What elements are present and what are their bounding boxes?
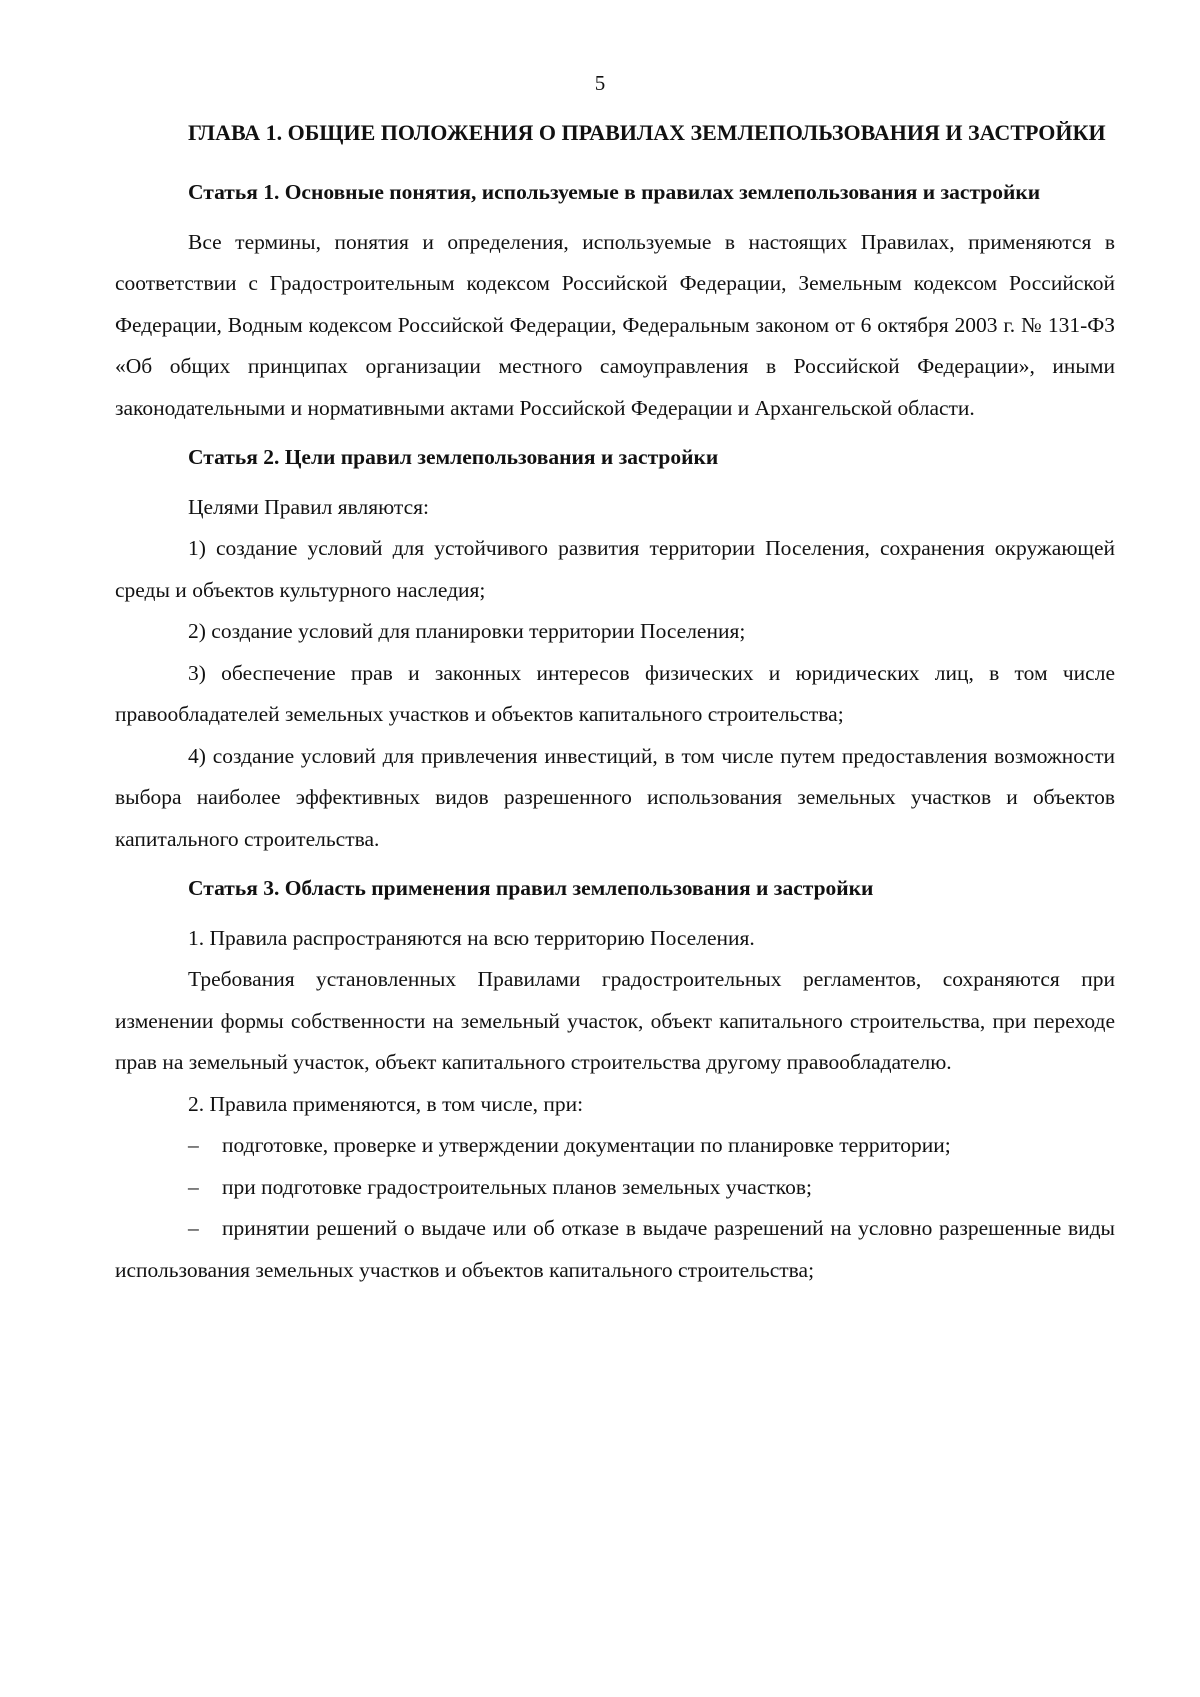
article-2-item-2: 2) создание условий для планировки территории Поселения; — [188, 619, 746, 643]
dash-bullet: – — [188, 1133, 199, 1157]
article-3-paragraph-3: 2. Правила применяются, в том числе, при: — [188, 1091, 584, 1116]
dash-bullet: – — [188, 1216, 199, 1240]
bullet-item — [115, 1208, 1115, 1291]
article-2-item-4: 4) создание условий для привлечения инвестиций, в том числе путем предоставления возможности выбора наиболее эффективных видов разрешенного использования земельных участков и объектов капитального строительства. — [115, 743, 1115, 851]
chapter-title: ГЛАВА 1. ОБЩИЕ ПОЛОЖЕНИЯ О ПРАВИЛАХ ЗЕМЛЕПОЛЬЗОВАНИЯ И ЗАСТРОЙКИ — [188, 120, 1106, 145]
article-2-item-1: 1) создание условий для устойчивого развития территории Поселения, сохранения окружающей среды и объектов культурного наследия; — [115, 536, 1115, 602]
bullet-item — [115, 1125, 1115, 1167]
article-1-title: Статья 1. Основные понятия, используемые в правилах землепользования и застройки — [188, 180, 1041, 204]
article-1-paragraph: Все термины, понятия и определения, используемые в настоящих Правилах, применяются в соответствии с Градостроительным кодексом Российской Федерации, Земельным кодексом Российской Федерации, Водным кодексом Российской Федерации, Федеральным законом от 6 октября 2003 г. № 131-ФЗ «Об общих принципах организации местного самоуправления в Российской Федерации», иными законодательными и нормативными актами Российской Федерации и Архангельской области. — [115, 229, 1115, 420]
article-2-item-3: 3) обеспечение прав и законных интересов физических и юридических лиц, в том числе правообладателей земельных участков и объектов капитального строительства; — [115, 660, 1115, 726]
bullet-text: подготовке, проверке и утверждении документации по планировке территории; — [222, 1133, 951, 1157]
article-3-paragraph-1: 1. Правила распространяются на всю территорию Поселения. — [188, 925, 755, 950]
bullet-item — [115, 1167, 1115, 1209]
article-3-paragraph-2: Требования установленных Правилами градостроительных регламентов, сохраняются при изменении формы собственности на земельный участок, объект капитального строительства, при переходе прав на земельный участок, объект капитального строительства другому правообладателю. — [115, 967, 1115, 1074]
article-2-title: Статья 2. Цели правил землепользования и застройки — [188, 445, 719, 469]
page-number: 5 — [594, 71, 606, 95]
article-2-intro: Целями Правил являются: — [188, 494, 429, 519]
dash-bullet: – — [188, 1174, 199, 1199]
article-3-title: Статья 3. Область применения правил землепользования и застройки — [188, 876, 874, 900]
bullet-text: принятии решений о выдаче или об отказе в выдаче разрешений на условно разрешенные виды использования земельных участков и объектов капитального строительства; — [115, 1216, 1115, 1282]
bullet-text: при подготовке градостроительных планов земельных участков; — [222, 1174, 813, 1199]
page-content — [115, 112, 1115, 1291]
